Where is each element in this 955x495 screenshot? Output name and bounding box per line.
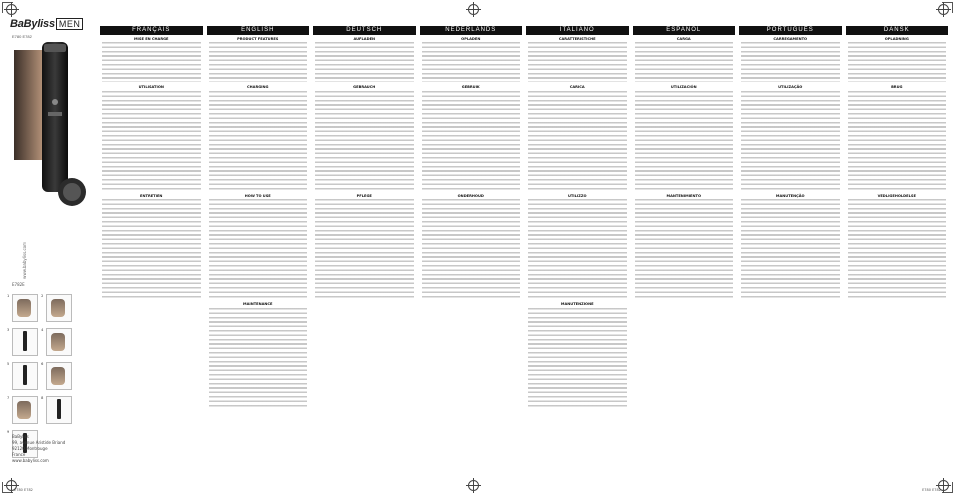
language-column <box>100 26 203 478</box>
column-body <box>526 35 629 412</box>
section-heading: UTILIZZO <box>567 193 587 198</box>
language-header: ENGLISH <box>207 26 310 35</box>
figure-1: 1 <box>12 294 38 322</box>
language-header: DANSK <box>846 26 949 35</box>
body-text-block <box>741 42 840 82</box>
column-body <box>100 35 203 303</box>
section-heading: UTILIZAÇÃO <box>778 85 803 90</box>
footer-code-right: E780 E782 <box>922 488 941 492</box>
column-body <box>633 35 736 303</box>
section-heading: CARICA <box>569 85 585 90</box>
language-header: PORTUGUÊS <box>739 26 842 35</box>
section-heading: CARGA <box>676 37 691 41</box>
language-column <box>846 26 949 478</box>
section-heading: BRUG <box>891 85 903 90</box>
section-heading: CARREGAMENTO <box>773 37 808 41</box>
body-text-block <box>209 308 308 408</box>
language-column <box>420 26 523 478</box>
registration-mark-icon <box>468 480 479 491</box>
product-photo <box>12 42 94 212</box>
figure-9: 9 <box>12 430 38 458</box>
body-text-block <box>848 91 947 191</box>
body-text-block <box>209 91 308 191</box>
body-text-block <box>315 91 414 191</box>
brand-logo <box>10 18 83 30</box>
section-heading: OPLADEN <box>461 37 481 41</box>
section-heading: OPLADNING <box>884 37 909 41</box>
language-header: FRANÇAIS <box>100 26 203 35</box>
language-header: ITALIANO <box>526 26 629 35</box>
language-column <box>207 26 310 478</box>
model-code: E780 E782 <box>12 34 32 39</box>
language-columns <box>100 26 948 478</box>
website-label: www.babyliss.com <box>22 242 27 279</box>
section-heading: UTILIZACIÓN <box>670 85 697 90</box>
section-heading: AUFLADEN <box>353 37 376 41</box>
body-text-block <box>741 199 840 299</box>
section-heading: VEDLIGEHOLDELSE <box>877 193 916 198</box>
body-text-block <box>102 42 201 82</box>
body-text-block <box>528 91 627 191</box>
section-heading: CHARGING <box>247 85 269 90</box>
brand-name: BaByliss <box>10 18 55 30</box>
body-text-block <box>741 91 840 191</box>
section-heading: CARATTERISTICHE <box>558 37 596 41</box>
column-body <box>739 35 842 303</box>
section-heading: MANUTENZIONE <box>560 302 594 307</box>
section-heading: MANUTENÇÃO <box>775 193 805 198</box>
body-text-block <box>528 42 627 82</box>
registration-mark-icon <box>468 4 479 15</box>
section-heading: MAINTENANCE <box>243 302 273 307</box>
section-heading: MANTENIMIENTO <box>666 193 701 198</box>
language-header: ESPAÑOL <box>633 26 736 35</box>
language-header: NEDERLANDS <box>420 26 523 35</box>
body-text-block <box>102 199 201 299</box>
body-text-block <box>635 199 734 299</box>
language-header: DEUTSCH <box>313 26 416 35</box>
figure-6: 6 <box>46 362 72 390</box>
column-body <box>846 35 949 303</box>
body-text-block <box>422 199 521 299</box>
section-heading: MISE EN CHARGE <box>133 37 169 41</box>
language-column <box>313 26 416 478</box>
language-column <box>633 26 736 478</box>
manufacturer-address: BaByliss 99, avenue Aristide Briand 92120 Montrouge France www.babyliss.com <box>12 434 66 463</box>
product-code: E782E <box>12 282 25 287</box>
figure-3: 3 <box>12 328 38 356</box>
body-text-block <box>315 199 414 299</box>
body-text-block <box>528 199 627 299</box>
figure-5: 5 <box>12 362 38 390</box>
body-text-block <box>422 91 521 191</box>
section-heading: GEBRAUCH <box>353 85 376 90</box>
figure-8: 8 <box>46 396 72 424</box>
language-column <box>739 26 842 478</box>
footer-code-left: E780 E782 <box>14 488 33 492</box>
section-heading: PRODUCT FEATURES <box>237 37 279 41</box>
body-text-block <box>635 42 734 82</box>
body-text-block <box>102 91 201 191</box>
registration-mark-icon <box>938 4 949 15</box>
body-text-block <box>635 91 734 191</box>
body-text-block <box>848 42 947 82</box>
body-text-block <box>422 42 521 82</box>
language-column <box>526 26 629 478</box>
figure-2: 2 <box>46 294 72 322</box>
section-heading: ENTRETIEN <box>140 193 163 198</box>
section-heading: GEBRUIK <box>461 85 480 90</box>
body-text-block <box>528 308 627 408</box>
cover-panel <box>8 14 96 484</box>
column-body <box>313 35 416 303</box>
brand-suffix: MEN <box>56 18 84 30</box>
body-text-block <box>315 42 414 82</box>
figure-7: 7 <box>12 396 38 424</box>
column-body <box>420 35 523 303</box>
column-body <box>207 35 310 412</box>
section-heading: UTILISATION <box>138 85 164 90</box>
section-heading: PFLEGE <box>356 193 372 198</box>
section-heading: HOW TO USE <box>244 193 271 198</box>
figure-4: 4 <box>46 328 72 356</box>
body-text-block <box>848 199 947 299</box>
body-text-block <box>209 199 308 299</box>
section-heading: ONDERHOUD <box>457 193 484 198</box>
body-text-block <box>209 42 308 82</box>
